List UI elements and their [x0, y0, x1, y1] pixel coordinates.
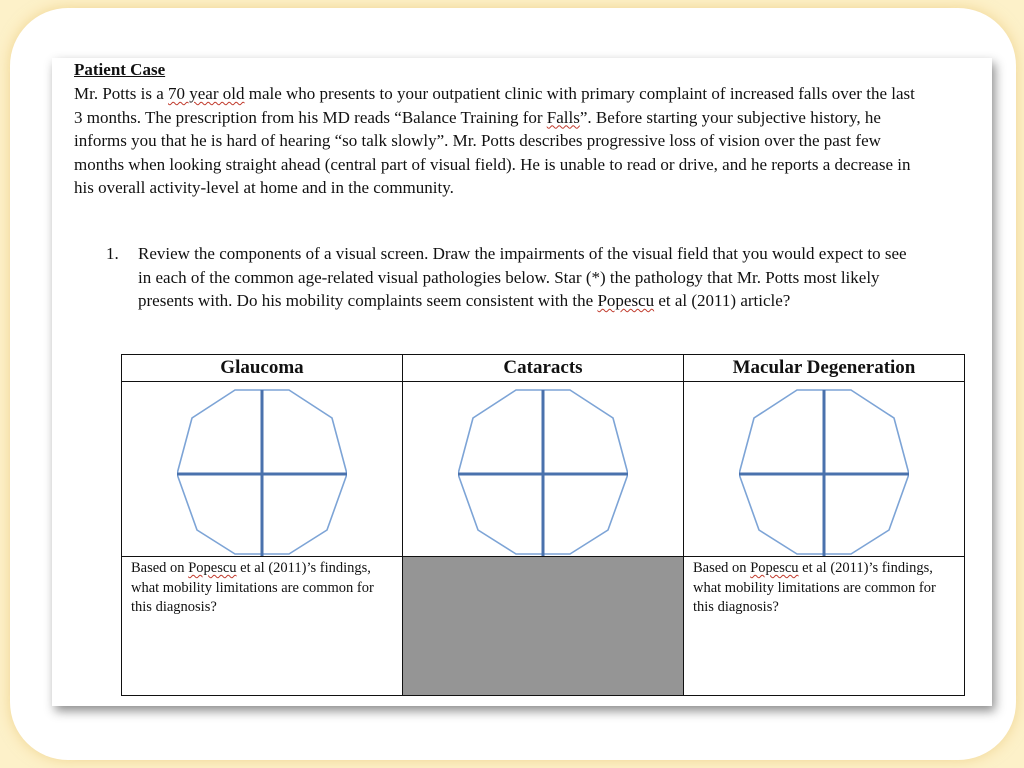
glaucoma-diagram-cell[interactable] — [122, 382, 403, 557]
visual-field-diagram-cataracts — [458, 388, 628, 556]
header-macular-degeneration: Macular Degeneration — [684, 355, 965, 382]
table-answer-row — [122, 557, 965, 696]
document-page — [52, 58, 992, 706]
question-author: Popescu — [597, 291, 655, 311]
table-diagram-row — [122, 382, 965, 557]
case-text-part-3: ”. Before starting your subjective history, he informs you that he is hard of hearing “so talk slowly”. Mr. Potts describes progressive loss of vision over the past few months when looking straight ahead (central part of visual field). He is unable to read or drive, and he reports a decrease in his overall activity-level at home and in the community. — [74, 107, 911, 198]
visual-field-diagram-macular-degeneration — [739, 388, 909, 556]
slide-frame — [10, 8, 1016, 760]
header-glaucoma: Glaucoma — [122, 355, 403, 382]
case-falls: Falls — [546, 107, 580, 127]
prompt-text-part-2: et al (2011)’s findings, what mobility limitations are common for this diagnosis? — [131, 560, 374, 615]
question-number: 1. — [106, 244, 119, 263]
glaucoma-answer-cell[interactable] — [122, 557, 403, 696]
visual-pathology-table — [121, 354, 965, 696]
prompt-text-part-1: Based on — [131, 560, 189, 576]
cataracts-shaded-cell — [403, 557, 684, 696]
case-text-part-2: male who presents to your outpatient clinic with primary complaint of increased falls over the last 3 months. The prescription from his MD reads “Balance Training for — [74, 84, 915, 127]
case-age: 70 year old — [168, 84, 245, 103]
case-text-part-1: Mr. Potts is a — [74, 84, 168, 103]
prompt-author: Popescu — [188, 560, 237, 576]
question-text-part-1: Review the components of a visual screen. Draw the impairments of the visual field that you would expect to see in each of the common age-related visual pathologies below. Star (*) the pathology that Mr. Potts most likely presents with. Do his mobility complaints seem consistent with the — [138, 244, 907, 311]
header-cataracts: Cataracts — [403, 355, 684, 382]
table-header-row — [122, 355, 965, 382]
question-text-part-2: et al (2011) article? — [654, 291, 791, 311]
macular-degeneration-diagram-cell[interactable] — [684, 382, 965, 557]
macular-degeneration-answer-cell[interactable] — [684, 557, 965, 696]
patient-case-heading: Patient Case — [74, 60, 166, 79]
visual-field-diagram-glaucoma — [177, 388, 347, 556]
patient-case-text — [74, 82, 919, 200]
prompt-text-part-1: Based on — [693, 560, 751, 576]
prompt-author: Popescu — [750, 560, 799, 576]
question-text — [138, 242, 908, 313]
cataracts-diagram-cell[interactable] — [403, 382, 684, 557]
prompt-text-part-2: et al (2011)’s findings, what mobility limitations are common for this diagnosis? — [693, 560, 936, 615]
